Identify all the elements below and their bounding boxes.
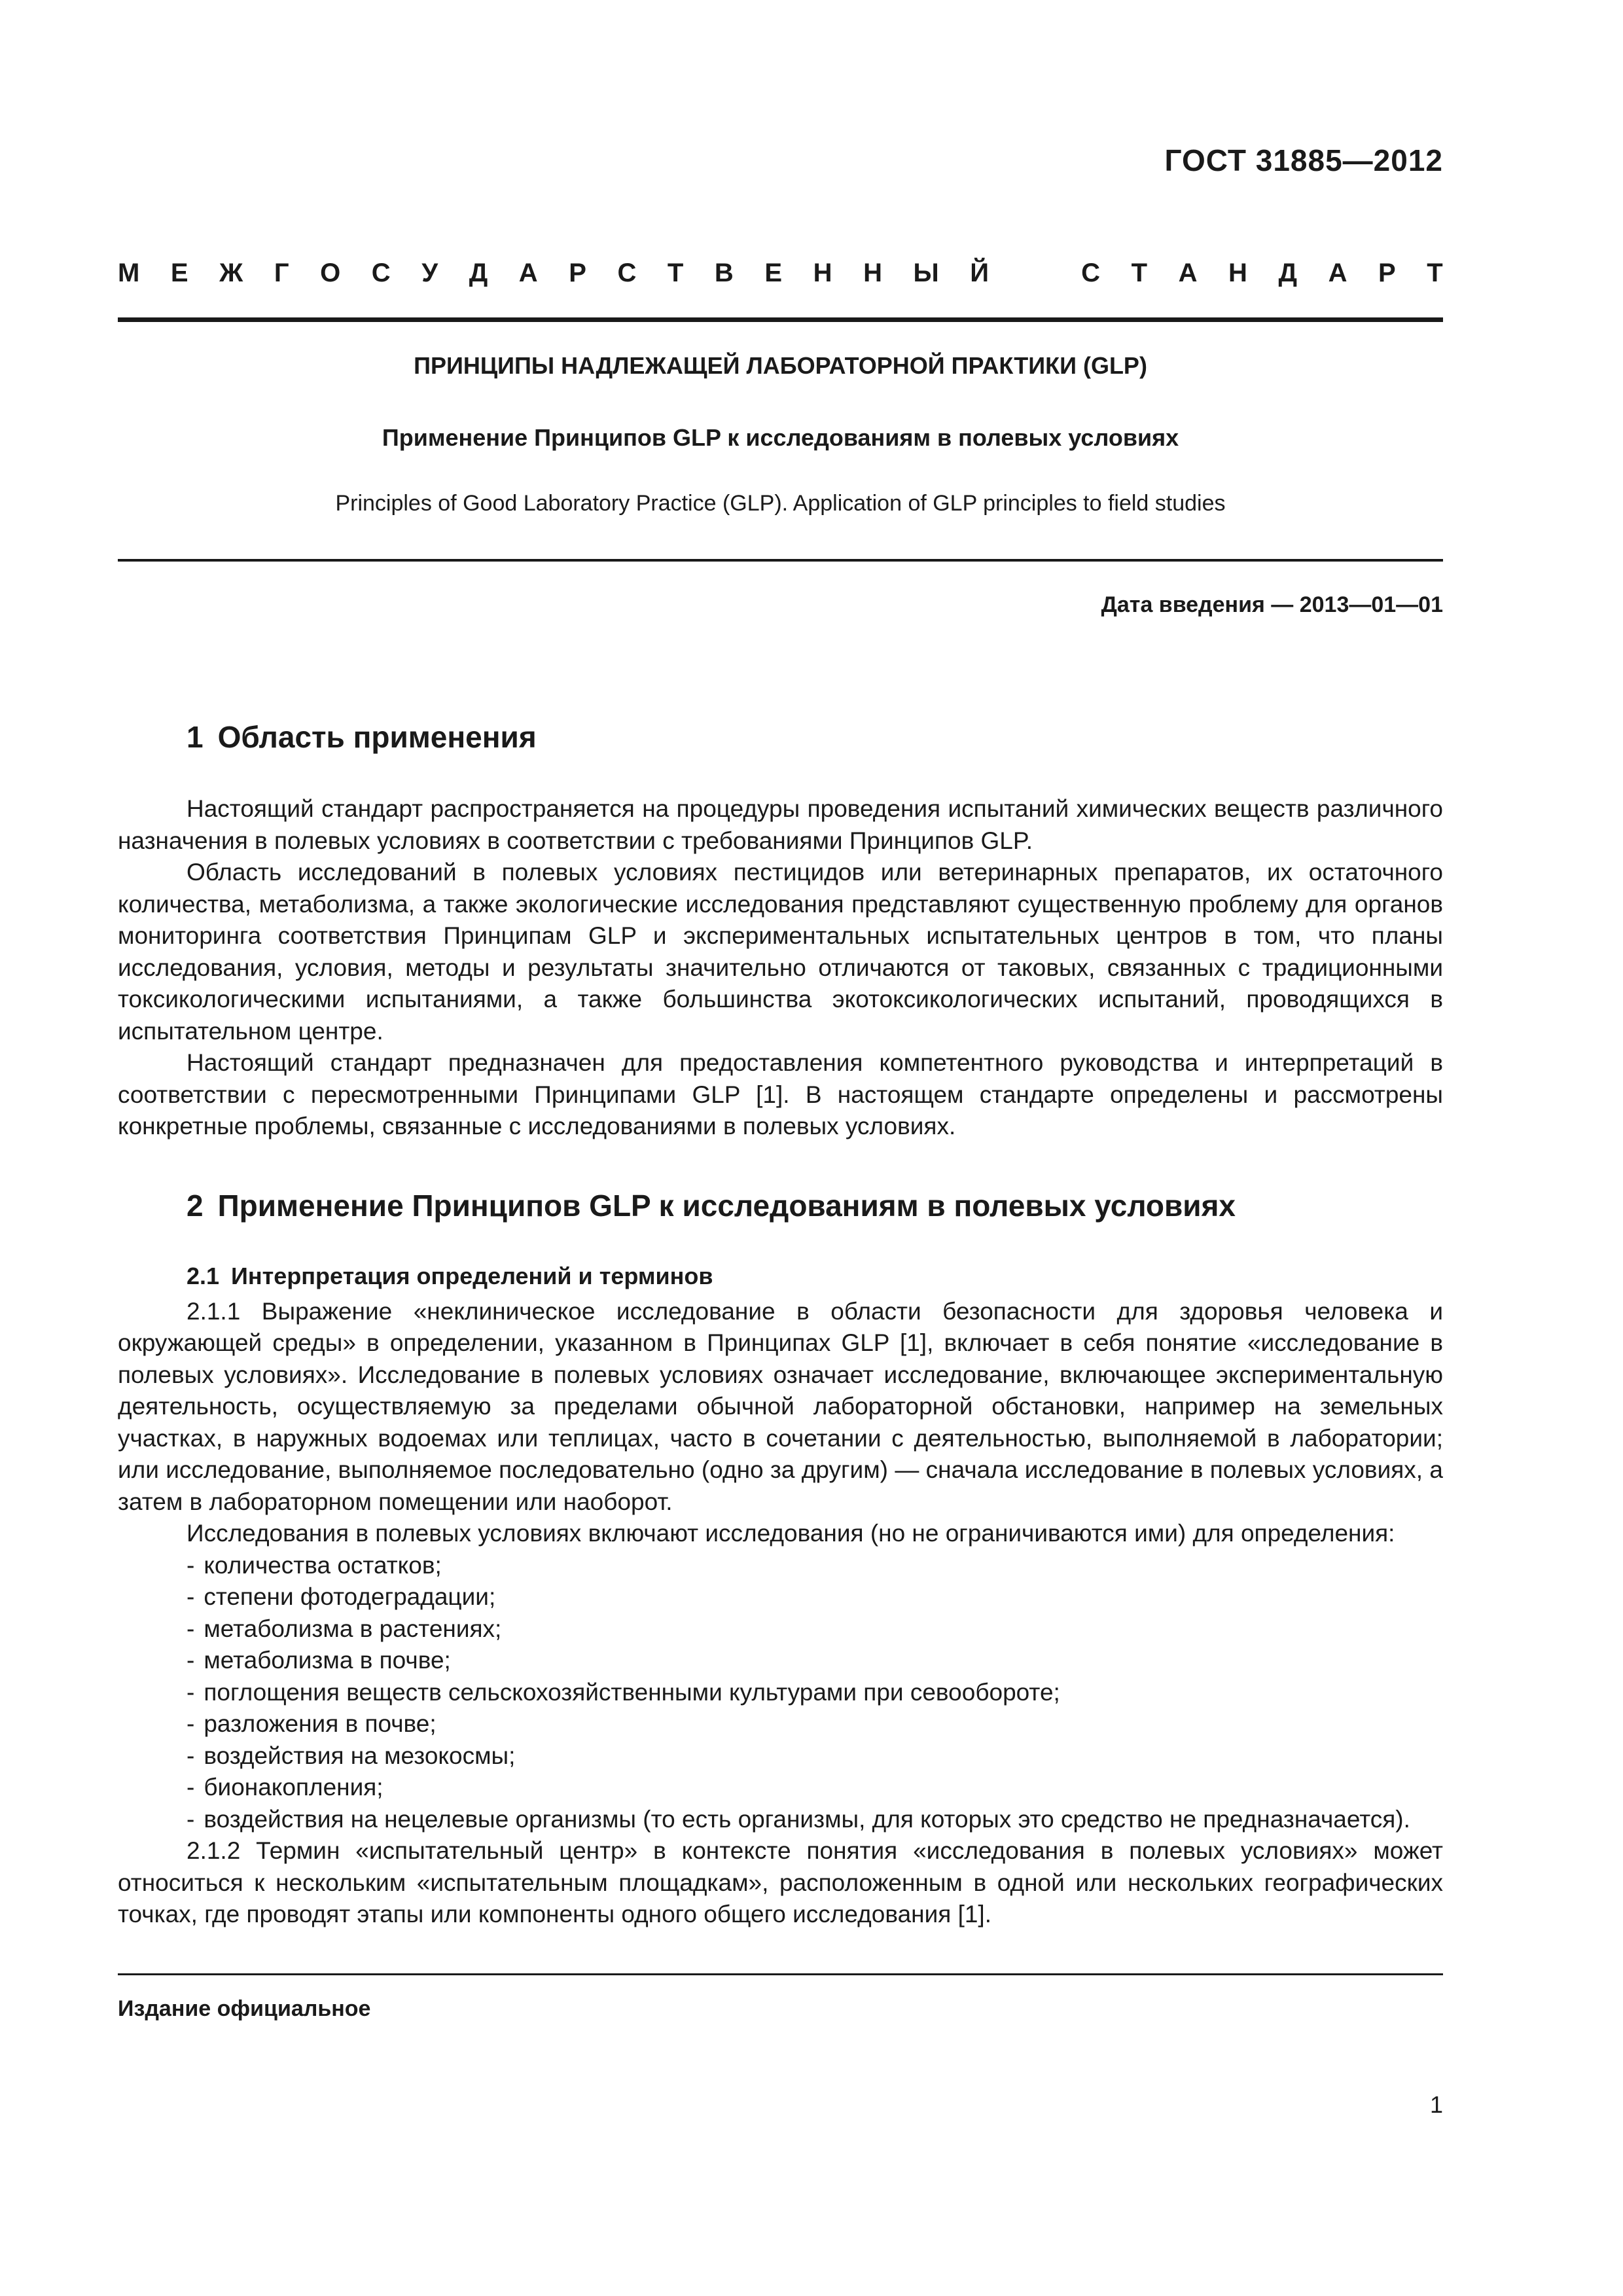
english-title: Principles of Good Laboratory Practice (GLP). Application of GLP principles to field studies [335, 491, 1226, 516]
list-item: - поглощения веществ сельскохозяйственными культурами при севообороте; [187, 1678, 1060, 1706]
banner-letter: Ы [913, 259, 939, 287]
banner-letter: Д [1278, 259, 1297, 287]
banner-letter: Т [1427, 259, 1443, 287]
banner-letter: С [1081, 259, 1101, 287]
banner-letter: Е [170, 259, 188, 287]
list-item: - метаболизма в растениях; [187, 1615, 502, 1642]
list-item: - воздействия на мезокосмы; [187, 1742, 516, 1769]
banner-letter: А [1328, 259, 1347, 287]
introduction-date: Дата введения — 2013—01—01 [1101, 592, 1443, 617]
banner-letter: У [421, 259, 438, 287]
banner-letter: О [320, 259, 341, 287]
standard-title: ПРИНЦИПЫ НАДЛЕЖАЩЕЙ ЛАБОРАТОРНОЙ ПРАКТИКИ (GLP) [414, 352, 1147, 379]
banner-letter: Р [569, 259, 586, 287]
list-item: - разложения в почве; [187, 1710, 437, 1737]
list-item: - бионакопления; [187, 1774, 383, 1801]
banner-letter: Й [970, 259, 990, 287]
section-title: Область применения [217, 720, 537, 754]
document-body [118, 719, 1443, 1931]
banner-letter: Р [1378, 259, 1396, 287]
banner-letter: Н [863, 259, 882, 287]
paragraph: Настоящий стандарт предназначен для предоставления компетентного руководства и интерпретаций в соответствии с пересмотренными Принципами GLP [1]. В настоящем стандарте определены и рассмотрены конкретные проблемы, связанные с исследованиями в полевых условиях. [118, 1049, 1443, 1139]
section-heading [187, 719, 1443, 755]
section-title: Применение Принципов GLP к исследованиям в полевых условиях [217, 1188, 1236, 1223]
section-heading [187, 1187, 1443, 1224]
standard-subtitle: Применение Принципов GLP к исследованиям в полевых условиях [382, 424, 1179, 451]
subsection-title: Интерпретация определений и терминов [231, 1262, 713, 1289]
banner-letter: Д [469, 259, 488, 287]
banner-letter: М [118, 259, 140, 287]
standard-type-banner [118, 259, 1443, 288]
banner-letter: Е [764, 259, 783, 287]
banner-letter: А [518, 259, 538, 287]
section-number: 1 [187, 720, 204, 754]
header-divider [118, 317, 1443, 322]
banner-letter: А [1178, 259, 1198, 287]
paragraph: 2.1.2 Термин «испытательный центр» в контексте понятия «исследования в полевых условиях» может относиться к нескольким «испытательным площадкам», расположенным в одной или нескольких географических точках, где проводят этапы или компоненты одного общего исследования [1]. [118, 1837, 1443, 1928]
paragraph: Исследования в полевых условиях включают исследования (но не ограничиваются ими) для определения: [187, 1520, 1395, 1547]
banner-letter: С [371, 259, 391, 287]
paragraph: 2.1.1 Выражение «неклиническое исследование в области безопасности для здоровья человека и окружающей среды» в определении, указанном в Принципах GLP [1], включает в себя понятие «исследование в полевых условиях». Исследование в полевых условиях означает исследование, включающее экспериментальную деятельность, осуществляемую за пределами обычной лабораторной обстановки, например на земельных участках, в наружных водоемах или теплицах, часто в сочетании с деятельностью, выполняемой в лаборатории; или исследование, выполняемое последовательно (одно за другим) — сначала исследование в полевых условиях, а затем в лабораторном помещении или наоборот. [118, 1297, 1443, 1515]
subsection-number: 2.1 [187, 1262, 220, 1289]
list-item: - количества остатков; [187, 1551, 442, 1579]
footer-divider [118, 1973, 1443, 1975]
definition-list [118, 1550, 1443, 1836]
paragraph: Настоящий стандарт распространяется на процедуры проведения испытаний химических веществ различного назначения в полевых условиях в соответствии с требованиями Принципов GLP. [118, 795, 1443, 854]
list-item: - воздействия на нецелевые организмы (то есть организмы, для которых это средство не предназначается). [187, 1805, 1410, 1833]
list-item: - метаболизма в почве; [187, 1647, 451, 1674]
paragraph: Область исследований в полевых условиях пестицидов или ветеринарных препаратов, их остаточного количества, метаболизма, а также экологические исследования представляют существенную проблему для органов мониторинга соответствия Принципам GLP и экспериментальных испытательных центров в том, что планы исследования, условия, методы и результаты значительно отличаются от таковых, связанных с традиционными токсикологическими испытаниями, а также большинства экотоксикологических испытаний, проводящихся в испытательном центре. [118, 859, 1443, 1045]
section-number: 2 [187, 1188, 204, 1223]
list-item: - степени фотодеградации; [187, 1583, 496, 1610]
banner-word-gap [1020, 259, 1050, 288]
banner-letter: Н [813, 259, 832, 287]
document-number: ГОСТ 31885—2012 [1164, 143, 1443, 177]
title-divider [118, 559, 1443, 562]
banner-letter: Т [1131, 259, 1148, 287]
banner-letter: Н [1228, 259, 1247, 287]
banner-letter: Т [667, 259, 684, 287]
official-edition-label: Издание официальное [118, 1996, 371, 2021]
banner-letter: В [714, 259, 734, 287]
banner-letter: Ж [219, 259, 243, 287]
subsection-heading [187, 1261, 1443, 1292]
page-number: 1 [1429, 2091, 1443, 2118]
banner-letter: С [617, 259, 637, 287]
banner-letter: Г [274, 259, 289, 287]
